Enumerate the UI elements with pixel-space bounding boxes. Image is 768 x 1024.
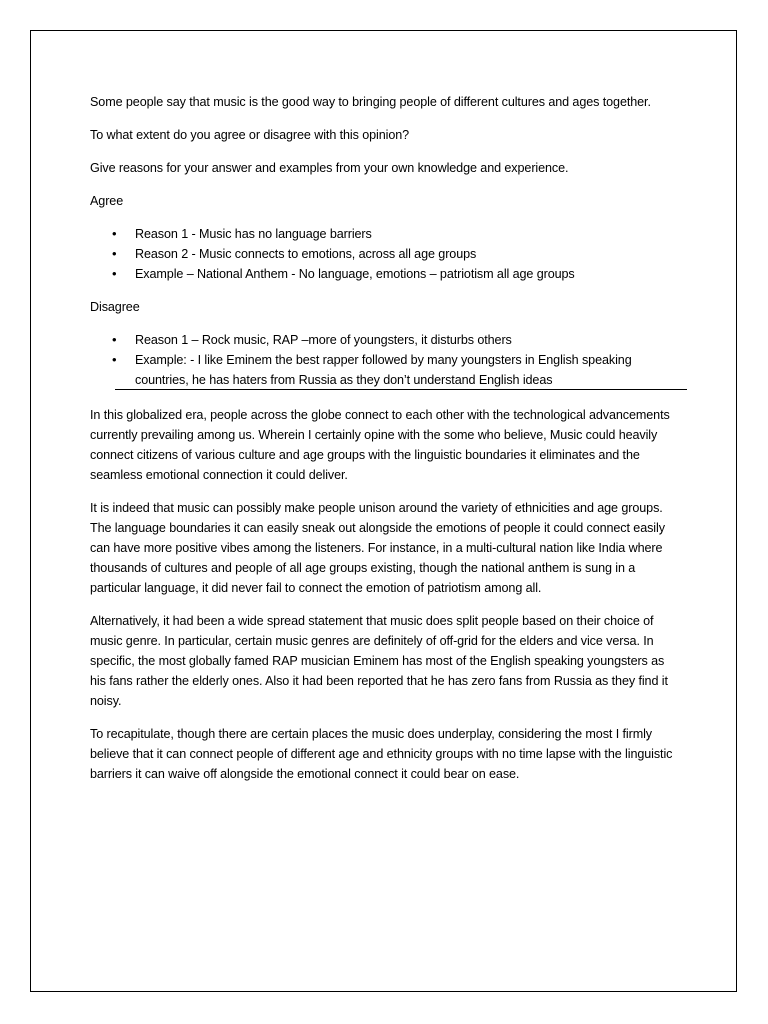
prompt-statement: Some people say that music is the good way to bringing people of different cultures and ages together.	[90, 95, 651, 109]
essay-paragraph: Alternatively, it had been a wide spread statement that music does split people based on their choice of music genre. In particular, certain music genres are definitely of off-grid for the elders and vice versa. In specific, the most globally famed RAP musician Eminem has most of the English speaking youngsters as his fans rather the elderly ones. Also it had been reported that he has zero fans from Russia as they find it noisy.	[90, 614, 668, 708]
disagree-list	[90, 330, 680, 390]
agree-item: • Reason 2 - Music connects to emotions, across all age groups	[90, 244, 680, 264]
essay-paragraph: It is indeed that music can possibly make people unison around the variety of ethnicities and age groups. The language boundaries it can easily sneak out alongside the emotions of people it could connect easily can have more positive vibes among the listeners. For instance, in a multi-cultural nation like India where thousands of cultures and people of all age groups existing, though the national anthem is sung in a particular language, it did never fail to connect the emotion of patriotism among all.	[90, 501, 665, 595]
disagree-heading: Disagree	[90, 300, 140, 314]
document-body	[90, 92, 680, 797]
agree-heading: Agree	[90, 194, 124, 208]
essay-paragraph: In this globalized era, people across the globe connect to each other with the technological advancements currently prevailing among us. Wherein I certainly opine with the some who believe, Music could heavily connect citizens of various culture and age groups with the linguistic boundaries it eliminates and the seamless emotional connection it could deliver.	[90, 408, 670, 482]
agree-item: • Reason 1 - Music has no language barriers	[90, 224, 680, 244]
disagree-item: • Reason 1 – Rock music, RAP –more of youngsters, it disturbs others	[90, 330, 680, 350]
agree-list	[90, 224, 680, 284]
essay-paragraph: To recapitulate, though there are certain places the music does underplay, considering the most I firmly believe that it can connect people of different age and ethnicity groups with no time lapse with the linguistic barriers it can waive off alongside the emotional connect it could bear on ease.	[90, 727, 673, 781]
agree-item: • Example – National Anthem - No language, emotions – patriotism all age groups	[90, 264, 680, 284]
prompt-instruction: Give reasons for your answer and examples from your own knowledge and experience.	[90, 161, 569, 175]
disagree-item: • Example: - I like Eminem the best rapper followed by many youngsters in English speaking countries, he has haters from Russia as they don’t understand English ideas	[90, 350, 680, 390]
prompt-question: To what extent do you agree or disagree with this opinion?	[90, 128, 410, 142]
